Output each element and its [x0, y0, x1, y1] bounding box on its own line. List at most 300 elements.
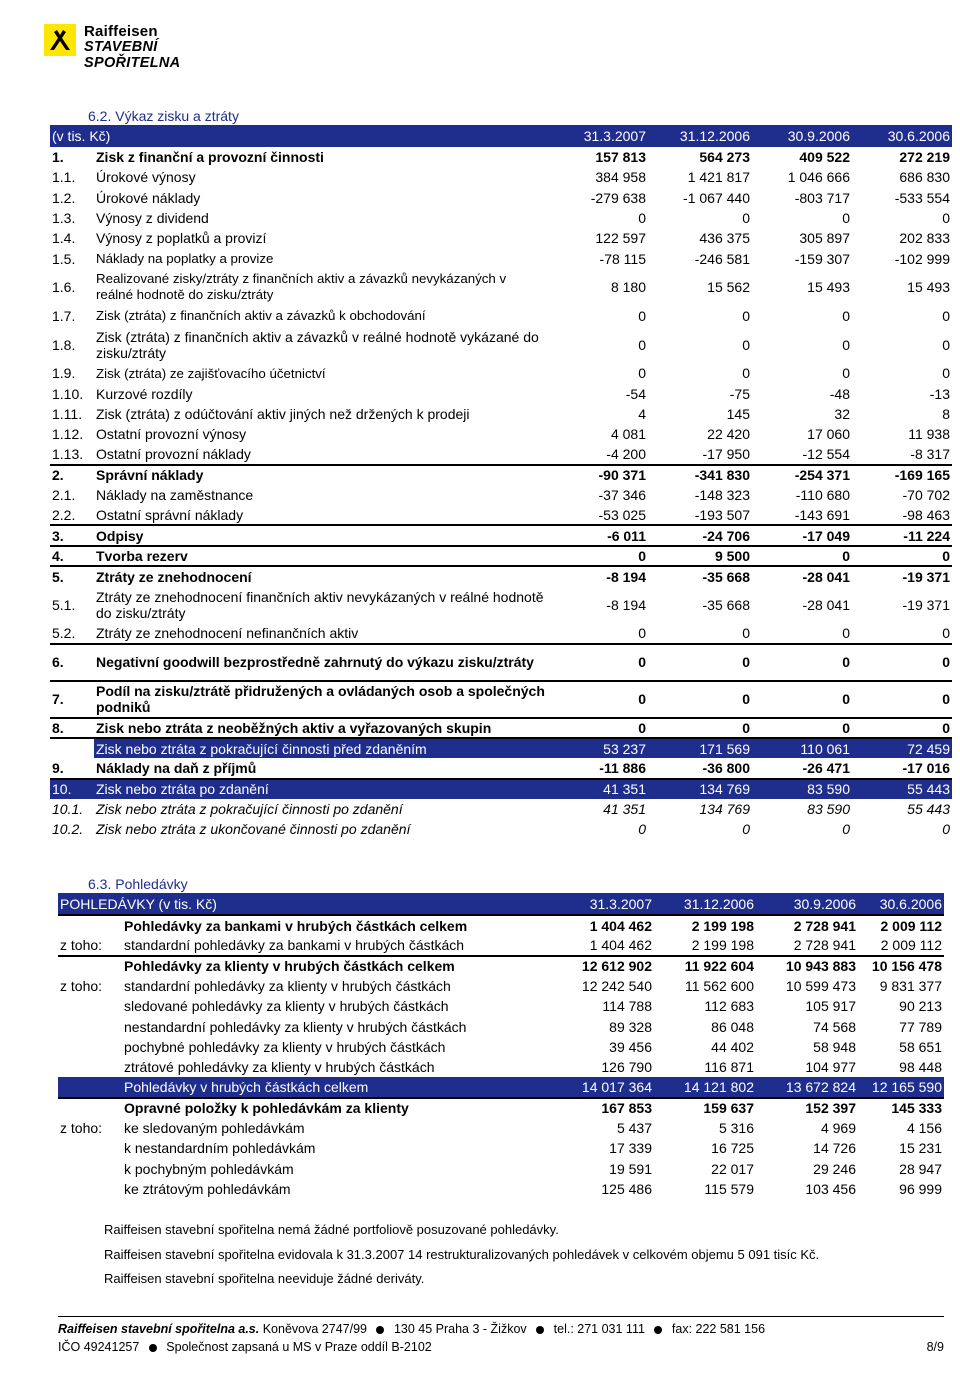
row-code: 1.9. [52, 365, 76, 382]
table-row [50, 819, 952, 839]
value-2006-12: -24 706 [648, 525, 752, 545]
value-2006-09: 0 [842, 624, 850, 641]
value-2006-06: -19 371 [902, 596, 950, 613]
table-row [58, 956, 944, 976]
value-2006-09: 0 [842, 307, 850, 324]
value-2006-09: 1 046 666 [787, 169, 850, 186]
value-2006-09: -254 371 [752, 465, 852, 485]
value-2006-12: 0 [648, 681, 752, 718]
value-2006-09: -110 680 [795, 487, 850, 503]
value-2006-12: 2 199 198 [691, 936, 754, 953]
value-2006-12: 0 [742, 336, 750, 353]
value-2006-12: -75 [729, 385, 750, 402]
value-2006-12: 115 579 [704, 1181, 754, 1197]
table-row [50, 586, 952, 623]
value-q1-2007: 0 [638, 624, 646, 641]
value-2006-06: -17 016 [902, 759, 950, 776]
value-2006-06: 0 [942, 336, 950, 353]
value-2006-09: 2 728 941 [793, 936, 856, 953]
value-q1-2007: 5 437 [616, 1120, 652, 1137]
table-row [50, 505, 952, 525]
value-2006-06: 10 156 478 [858, 956, 944, 976]
row-label: pochybné pohledávky za klienty v hrubých částkách [124, 1038, 446, 1055]
table-row [50, 779, 952, 799]
row-label: ztrátové pohledávky za klienty v hrubých částkách [124, 1059, 435, 1076]
value-2006-12: 0 [742, 821, 750, 838]
row-code [58, 956, 122, 976]
value-2006-12: 44 402 [711, 1038, 754, 1055]
value-2006-12: -341 830 [648, 465, 752, 485]
value-2006-06: 28 947 [899, 1160, 942, 1177]
value-q1-2007: -54 [625, 385, 646, 402]
table-row [50, 738, 952, 758]
table-row [50, 269, 952, 306]
brand-logo [44, 22, 244, 71]
value-2006-06: 0 [942, 210, 950, 227]
row-code: 1.12. [52, 426, 84, 443]
row-code: 1.4. [52, 230, 76, 247]
value-2006-06: 58 651 [899, 1038, 942, 1055]
table-row [50, 644, 952, 681]
value-2006-06: 0 [942, 365, 950, 382]
value-2006-12: 436 375 [699, 230, 750, 247]
row-label: Náklady na zaměstnance [96, 487, 254, 503]
row-label: standardní pohledávky za klienty v hrubých částkách [124, 978, 451, 995]
row-label: Ostatní provozní náklady [96, 445, 251, 462]
header-label: POHLEDÁVKY (v tis. Kč) [58, 893, 558, 915]
value-q1-2007: 4 [638, 405, 646, 422]
row-code: 10. [50, 779, 94, 799]
value-2006-12: 0 [648, 718, 752, 738]
row-label: Pohledávky za klienty v hrubých částkách celkem [122, 956, 558, 976]
value-2006-09: -17 049 [752, 525, 852, 545]
value-2006-12: 0 [742, 307, 750, 324]
row-code: 5.2. [52, 624, 76, 641]
value-q1-2007: 157 813 [595, 149, 646, 166]
row-code: 10.1. [52, 800, 84, 817]
row-code: 2.1. [52, 487, 76, 503]
value-q1-2007: 0 [548, 546, 648, 566]
value-2006-09: 103 456 [805, 1181, 856, 1197]
value-q1-2007: 41 351 [603, 800, 646, 817]
header-period: 30.6.2006 [858, 893, 944, 915]
row-label: Negativní goodwill bezprostředně zahrnutý do výkazu zisku/ztráty [94, 644, 548, 681]
value-2006-09: 152 397 [756, 1098, 858, 1118]
section-title-receivables: 6.3. Pohledávky [88, 876, 188, 892]
value-2006-06: 12 165 590 [858, 1077, 944, 1097]
value-q1-2007: -8 194 [606, 596, 646, 613]
row-label: Ztráty ze znehodnocení finančních aktiv nevykázaných v reálné hodnotě do zisku/ztráty [96, 588, 544, 621]
table-row [58, 1138, 944, 1158]
value-2006-12: 112 683 [704, 998, 754, 1015]
value-q1-2007: -90 371 [548, 465, 648, 485]
row-code: 1.8. [52, 336, 76, 353]
value-2006-06: -11 224 [852, 525, 952, 545]
row-code [58, 1037, 122, 1057]
value-2006-12: 564 273 [699, 149, 750, 166]
row-code: 1.7. [52, 307, 76, 324]
table-row [58, 915, 944, 935]
row-label: Správní náklady [94, 465, 548, 485]
value-2006-09: -143 691 [794, 506, 850, 523]
value-2006-09: 32 [834, 405, 850, 422]
row-label: Zisk nebo ztráta z pokračující činnosti před zdaněním [94, 738, 548, 758]
value-2006-06: -13 [929, 385, 950, 402]
row-label: Náklady na daň z příjmů [96, 759, 257, 776]
row-label: Zisk nebo ztráta po zdanění [94, 779, 548, 799]
value-2006-09: 0 [842, 821, 850, 838]
table-row [50, 525, 952, 545]
row-code [58, 915, 122, 935]
row-code: 2. [50, 465, 94, 485]
value-2006-06: 77 789 [899, 1018, 942, 1035]
row-label: Pohledávky v hrubých částkách celkem [122, 1077, 558, 1097]
value-2006-06: 90 213 [899, 998, 942, 1015]
value-2006-12: 2 199 198 [654, 915, 756, 935]
table-row [58, 996, 944, 1016]
value-2006-12: -36 800 [702, 759, 750, 776]
value-2006-12: -148 323 [694, 487, 750, 503]
value-q1-2007: -8 194 [548, 566, 648, 586]
row-label: Úrokové náklady [96, 189, 201, 206]
header-period: 31.12.2006 [654, 893, 756, 915]
bullet-icon [654, 1326, 662, 1334]
row-code: 5.1. [52, 596, 76, 613]
value-q1-2007: 0 [638, 365, 646, 382]
value-2006-09: 0 [752, 644, 852, 681]
note-1: Raiffeisen stavební spořitelna nemá žádné portfoliově posuzované pohledávky. [104, 1222, 559, 1237]
row-label: Zisk (ztráta) z finančních aktiv a závazků k obchodování [96, 308, 426, 324]
row-code: 1. [52, 149, 64, 166]
value-2006-09: 10 943 883 [756, 956, 858, 976]
value-2006-06: 4 156 [906, 1120, 942, 1137]
row-label: Odpisy [94, 525, 548, 545]
row-code [58, 996, 122, 1016]
value-q1-2007: -11 886 [599, 759, 646, 776]
value-q1-2007: 0 [638, 821, 646, 838]
value-q1-2007: 14 017 364 [558, 1077, 654, 1097]
value-2006-09: 14 726 [813, 1140, 856, 1157]
value-2006-09: 13 672 824 [756, 1077, 858, 1097]
notes [104, 1218, 819, 1292]
value-q1-2007: 19 591 [609, 1160, 652, 1177]
value-2006-12: 145 [726, 405, 750, 422]
value-2006-09: -803 717 [794, 189, 850, 206]
value-q1-2007: 1 404 462 [589, 936, 652, 953]
row-label: Zisk (ztráta) ze zajišťovacího účetnictví [96, 365, 326, 381]
value-q1-2007: 0 [548, 681, 648, 718]
table-row [50, 248, 952, 268]
value-q1-2007: 17 339 [609, 1140, 652, 1157]
value-2006-12: 14 121 802 [654, 1077, 756, 1097]
table-row [58, 1077, 944, 1097]
row-code [50, 738, 94, 758]
row-label: Realizované zisky/ztráty z finančních aktiv a závazků nevykázaných v reálné hodnotě do zisku/ztráty [96, 271, 507, 303]
bullet-icon [149, 1344, 157, 1352]
value-2006-06: 15 493 [907, 279, 950, 296]
value-q1-2007: 1 404 462 [558, 915, 654, 935]
table-row [50, 424, 952, 444]
value-2006-12: 16 725 [711, 1140, 754, 1157]
value-2006-12: 11 562 600 [684, 978, 754, 995]
row-label: Zisk (ztráta) z odúčtování aktiv jiných než držených k prodeji [96, 405, 470, 422]
row-code: 1.11. [52, 405, 83, 422]
value-2006-09: 83 590 [752, 779, 852, 799]
receivables-table [58, 893, 944, 1199]
row-label: Podíl na zisku/ztrátě přidružených a ovládaných osob a společných podniků [94, 681, 548, 718]
row-label: nestandardní pohledávky za klienty v hrubých částkách [124, 1018, 467, 1035]
table-row [58, 1179, 944, 1199]
value-2006-12: 0 [742, 624, 750, 641]
value-q1-2007: 39 456 [609, 1038, 652, 1055]
value-2006-09: 0 [842, 210, 850, 227]
value-2006-06: 55 443 [852, 779, 952, 799]
value-2006-06: 15 231 [899, 1140, 942, 1157]
value-2006-06: 145 333 [858, 1098, 944, 1118]
row-label: Úrokové výnosy [96, 169, 196, 186]
value-2006-09: -26 471 [802, 759, 850, 776]
row-label: Zisk nebo ztráta z pokračující činnosti po zdanění [96, 800, 403, 817]
row-label: Náklady na poplatky a provize [96, 251, 274, 267]
row-code: z toho: [60, 1120, 103, 1137]
value-q1-2007: 0 [638, 307, 646, 324]
value-2006-09: 15 493 [807, 279, 850, 296]
income-statement-table [50, 125, 952, 839]
table-row [50, 147, 952, 167]
value-2006-12: -17 950 [702, 445, 750, 462]
row-code: 4. [50, 546, 94, 566]
table-row [50, 681, 952, 718]
table-header-row [50, 125, 952, 147]
table-row [50, 566, 952, 586]
row-code: 1.10. [52, 385, 84, 402]
table-row [50, 208, 952, 228]
value-2006-06: -533 554 [894, 189, 950, 206]
value-2006-06: 8 [942, 405, 950, 422]
table-header-row [58, 893, 944, 915]
value-2006-12: -35 668 [702, 596, 750, 613]
row-code [58, 1138, 122, 1158]
table-row [58, 1118, 944, 1138]
value-2006-09: 409 522 [799, 149, 850, 166]
value-2006-06: 0 [852, 644, 952, 681]
note-3: Raiffeisen stavební spořitelna neeviduje žádné deriváty. [104, 1271, 425, 1286]
value-2006-06: 202 833 [899, 230, 950, 247]
brand-name-line1: Raiffeisen [84, 23, 158, 40]
row-code: 1.3. [52, 210, 76, 227]
table-row [50, 383, 952, 403]
row-code: 9. [52, 759, 64, 776]
value-q1-2007: 0 [638, 210, 646, 227]
row-code: 1.5. [52, 250, 76, 267]
footer-tel: tel.: 271 031 111 [553, 1322, 645, 1336]
row-code: 1.1. [52, 169, 76, 186]
table-row [50, 363, 952, 383]
value-q1-2007: 89 328 [609, 1018, 652, 1035]
value-2006-06: 9 831 377 [879, 978, 942, 995]
row-label: k nestandardním pohledávkám [124, 1140, 316, 1157]
bullet-icon [536, 1326, 544, 1334]
row-code: 2.2. [52, 506, 76, 523]
value-q1-2007: -6 011 [548, 525, 648, 545]
value-2006-06: -70 702 [902, 487, 950, 503]
value-q1-2007: -37 346 [598, 487, 646, 503]
row-code: 1.13. [52, 445, 84, 462]
value-2006-09: 0 [752, 718, 852, 738]
row-label: ke ztrátovým pohledávkám [124, 1181, 291, 1197]
footer-address [58, 1322, 765, 1336]
value-2006-06: 72 459 [852, 738, 952, 758]
value-2006-06: 0 [852, 681, 952, 718]
footer-company: Raiffeisen stavební spořitelna a.s. [58, 1322, 260, 1336]
value-q1-2007: 0 [638, 336, 646, 353]
value-q1-2007: 125 486 [601, 1181, 652, 1197]
table-row [58, 976, 944, 996]
footer-ico: IČO 49241257 [58, 1340, 140, 1354]
table-row [50, 485, 952, 505]
table-row [50, 546, 952, 566]
value-2006-06: 0 [942, 624, 950, 641]
value-q1-2007: 384 958 [595, 169, 646, 186]
footer-register: Společnost zapsaná u MS v Praze oddíl B-2102 [166, 1340, 432, 1354]
value-2006-06: 96 999 [899, 1181, 942, 1197]
table-row [50, 718, 952, 738]
value-2006-06: 0 [942, 307, 950, 324]
footer-divider [58, 1316, 944, 1317]
table-row [58, 1098, 944, 1118]
table-row [50, 404, 952, 424]
row-label: Zisk nebo ztráta z neoběžných aktiv a vyřazovaných skupin [94, 718, 548, 738]
value-2006-09: 305 897 [799, 230, 850, 247]
value-2006-06: 686 830 [899, 169, 950, 186]
table-row [50, 228, 952, 248]
table-row [50, 799, 952, 819]
table-row [50, 306, 952, 326]
table-row [58, 1057, 944, 1077]
row-code: 10.2. [52, 821, 84, 838]
note-2: Raiffeisen stavební spořitelna evidovala k 31.3.2007 14 restrukturalizovaných pohledávek v celkovém objemu 5 091 tisíc Kč. [104, 1246, 820, 1262]
table-row [58, 1037, 944, 1057]
value-q1-2007: -53 025 [598, 506, 646, 523]
value-2006-09: 0 [842, 365, 850, 382]
value-2006-12: -1 067 440 [683, 189, 750, 206]
value-2006-06: 272 219 [899, 149, 950, 166]
value-q1-2007: 12 612 902 [558, 956, 654, 976]
value-2006-12: 22 420 [707, 426, 750, 443]
value-q1-2007: 8 180 [610, 279, 646, 296]
row-code: 1.2. [52, 189, 76, 206]
value-2006-12: 134 769 [648, 779, 752, 799]
value-2006-09: 4 969 [820, 1120, 856, 1137]
brand-name-line2: STAVEBNÍ SPOŘITELNA [84, 39, 181, 71]
row-label: Výnosy z poplatků a provizí [96, 230, 267, 247]
table-row [58, 1159, 944, 1179]
value-q1-2007: 114 788 [602, 998, 652, 1015]
value-2006-12: 1 421 817 [687, 169, 750, 186]
value-2006-12: -246 581 [694, 250, 750, 267]
row-code: z toho: [60, 978, 103, 995]
row-code: 3. [50, 525, 94, 545]
value-2006-09: -28 041 [752, 566, 852, 586]
row-code [58, 1098, 122, 1118]
value-q1-2007: 4 081 [610, 426, 646, 443]
row-label: Zisk nebo ztráta z ukončované činnosti po zdanění [96, 821, 411, 838]
row-code [58, 1057, 122, 1077]
value-2006-09: 17 060 [807, 426, 850, 443]
table-row [58, 1016, 944, 1036]
value-2006-12: 159 637 [654, 1098, 756, 1118]
row-code [58, 1159, 122, 1179]
value-2006-09: 2 728 941 [756, 915, 858, 935]
value-2006-09: 0 [752, 546, 852, 566]
value-q1-2007: -279 638 [590, 189, 646, 206]
row-label: Zisk z finanční a provozní činnosti [96, 149, 324, 166]
row-label: k pochybným pohledávkám [124, 1160, 294, 1177]
value-2006-09: -12 554 [802, 445, 850, 462]
value-2006-09: 10 599 473 [785, 978, 856, 995]
value-2006-06: 11 938 [908, 426, 950, 443]
row-label: Opravné položky k pohledávkám za klienty [122, 1098, 558, 1118]
value-2006-12: 0 [742, 365, 750, 382]
row-code: 1.6. [52, 279, 76, 296]
value-q1-2007: 122 597 [595, 230, 646, 247]
raiffeisen-gable-cross-icon [44, 24, 76, 56]
value-2006-12: -193 507 [694, 506, 750, 523]
row-code: 5. [50, 566, 94, 586]
value-2006-06: 2 009 112 [880, 936, 942, 953]
table-row [50, 758, 952, 778]
value-2006-06: -98 463 [902, 506, 950, 523]
value-2006-09: 74 568 [813, 1018, 856, 1035]
header-period: 31.12.2006 [648, 125, 752, 147]
value-2006-12: 0 [742, 210, 750, 227]
value-q1-2007: 126 790 [601, 1059, 652, 1076]
value-q1-2007: 0 [548, 718, 648, 738]
row-code: z toho: [60, 936, 103, 953]
value-2006-12: -35 668 [648, 566, 752, 586]
value-2006-12: 11 922 604 [654, 956, 756, 976]
header-period: 31.3.2007 [558, 893, 654, 915]
value-2006-12: 5 316 [718, 1120, 754, 1137]
value-2006-09: -48 [829, 385, 850, 402]
footer-street: Koněvova 2747/99 [262, 1322, 367, 1336]
page-number: 8/9 [926, 1340, 944, 1354]
row-label: Ostatní správní náklady [96, 506, 244, 523]
row-label: Kurzové rozdíly [96, 385, 193, 402]
row-label: Výnosy z dividend [96, 210, 209, 227]
value-2006-06: 2 009 112 [858, 915, 944, 935]
value-2006-09: 0 [752, 681, 852, 718]
value-2006-09: -159 307 [794, 250, 850, 267]
value-q1-2007: 0 [548, 644, 648, 681]
row-label: Ostatní provozní výnosy [96, 426, 247, 443]
value-q1-2007: 12 242 540 [581, 978, 652, 995]
value-2006-12: 171 569 [648, 738, 752, 758]
table-row [50, 444, 952, 464]
value-2006-12: 9 500 [648, 546, 752, 566]
row-code [58, 1016, 122, 1036]
value-2006-12: 15 562 [707, 279, 750, 296]
value-2006-06: 55 443 [907, 800, 950, 817]
value-2006-06: -8 317 [910, 445, 950, 462]
value-2006-09: 58 948 [813, 1038, 856, 1055]
value-q1-2007: 167 853 [558, 1098, 654, 1118]
table-row [50, 188, 952, 208]
row-code: 7. [50, 681, 94, 718]
value-2006-12: 116 871 [704, 1059, 754, 1076]
row-label: Ztráty ze znehodnocení [94, 566, 548, 586]
row-code: 8. [50, 718, 94, 738]
